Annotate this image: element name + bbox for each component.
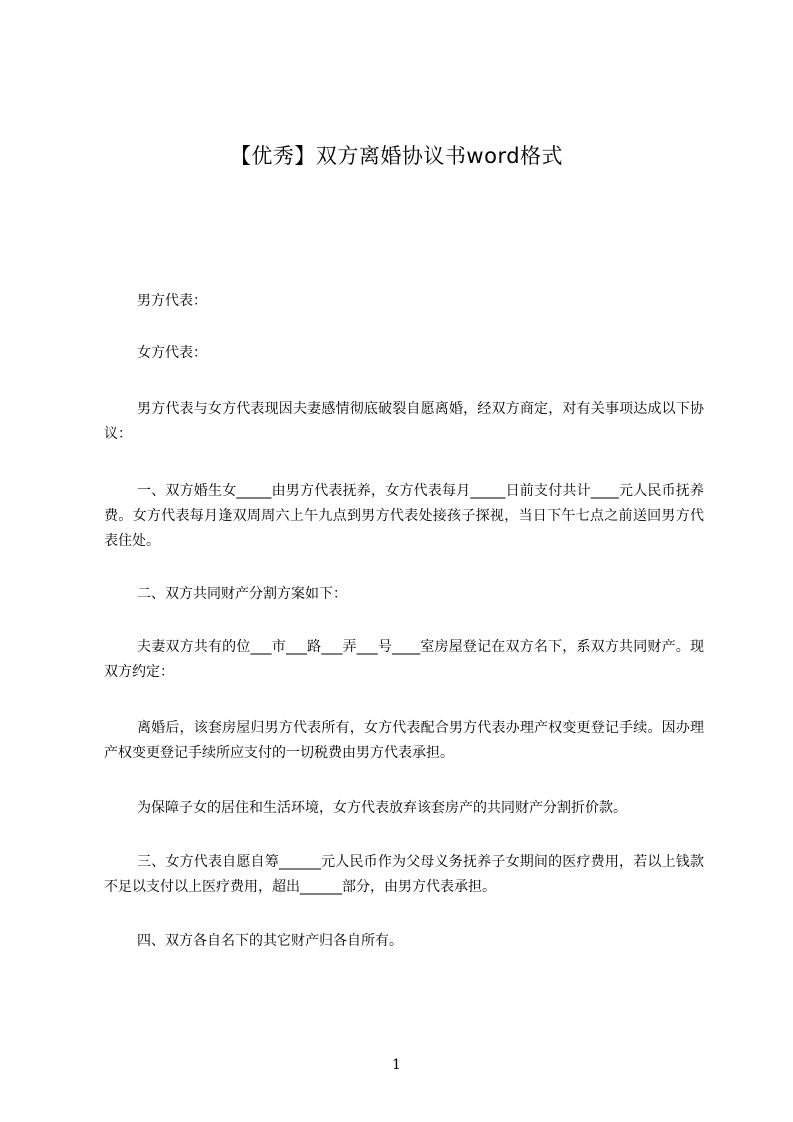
paragraph-clause-four: 四、双方各自名下的其它财产归各自所有。 bbox=[137, 933, 403, 949]
paragraph-agreement-intro: 男方代表与女方代表现因夫妻感情彻底破裂自愿离婚，经双方商定，对有关事项达成以下协议： bbox=[104, 401, 704, 442]
paragraph-property-description: 夫妻双方共有的位___市___路___弄___号____室房屋登记在双方名下，系双方共同财产。现双方约定： bbox=[104, 639, 704, 680]
paragraph-female-representative: 女方代表： bbox=[137, 345, 207, 361]
document-title: 【优秀】双方离婚协议书word格式 bbox=[229, 144, 564, 168]
paragraph-property-ownership: 离婚后，该套房屋归男方代表所有，女方代表配合男方代表办理产权变更登记手续。因办理产权变更登记手续所应支付的一切税费由男方代表承担。 bbox=[104, 720, 704, 761]
paragraph-waiver: 为保障子女的居住和生活环境，女方代表放弃该套房产的共同财产分割折价款。 bbox=[137, 800, 627, 816]
paragraph-male-representative: 男方代表： bbox=[137, 293, 207, 309]
paragraph-clause-three: 三、女方代表自愿自筹______元人民币作为父母义务抚养子女期间的医疗费用，若以上钱款不足以支付以上医疗费用，超出______部分，由男方代表承担。 bbox=[104, 854, 704, 895]
page-number: 1 bbox=[392, 1057, 401, 1073]
paragraph-clause-one: 一、双方婚生女_____由男方代表抚养，女方代表每月_____日前支付共计____元人民币抚养费。女方代表每月逢双周周六上午九点到男方代表处接孩子探视，当日下午七点之前送回男方代表住处。 bbox=[104, 483, 704, 549]
paragraph-clause-two: 二、双方共同财产分割方案如下： bbox=[137, 586, 347, 602]
